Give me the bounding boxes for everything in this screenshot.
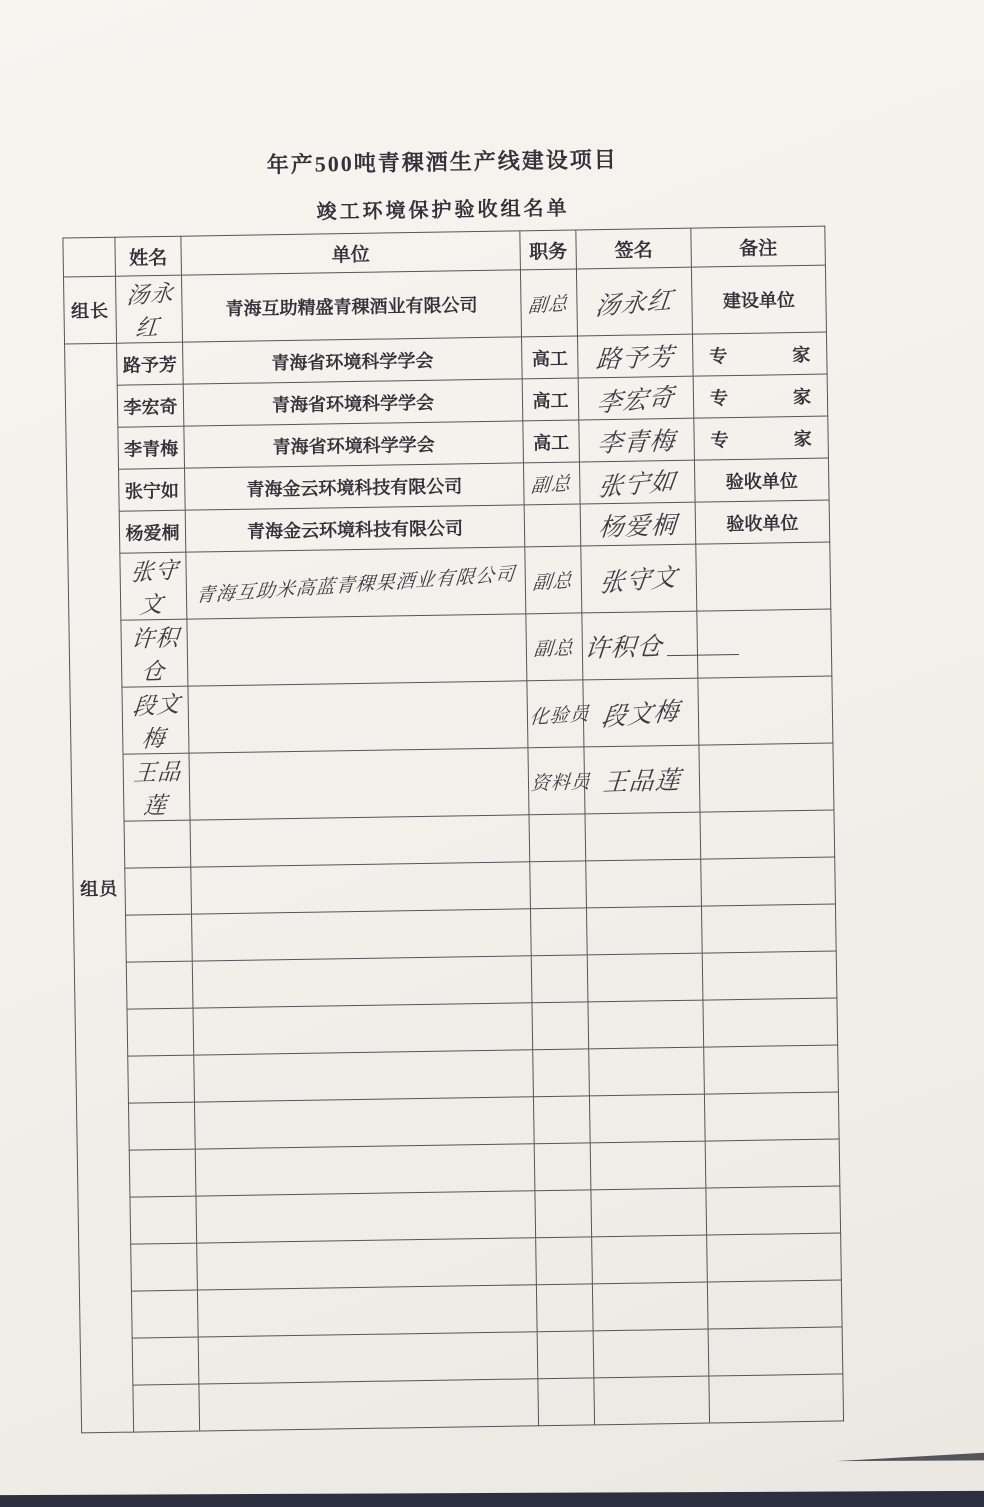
empty-name-cell [131,1290,198,1338]
empty-position-cell [533,1049,590,1097]
empty-unit-cell [196,1191,536,1243]
remarks-cell: 专家 [693,374,828,418]
signature-cell-handwriting: 李宏奇 [595,381,677,418]
empty-unit-cell [199,1379,539,1431]
table-row [69,609,832,688]
empty-position-cell [530,861,587,909]
page-title: 年产500吨青稞酒生产线建设项目 [266,146,618,178]
position-cell: 高工 [521,336,578,379]
unit-cell: 青海省环境科学学会 [183,379,523,426]
position-cell: 高工 [522,378,579,421]
position-cell-handwriting: 副总 [530,472,573,498]
signature-cell [579,460,695,504]
position-cell [523,462,580,505]
signature-cell [578,376,694,420]
empty-name-cell [124,820,191,868]
unit-cell: 青海省环境科学学会 [183,337,523,384]
empty-unit-cell [194,1050,534,1102]
header-position: 职务 [520,230,577,270]
empty-unit-cell [198,1332,538,1384]
empty-remarks-cell [709,1374,844,1423]
header-name: 姓名 [115,236,182,276]
name-cell-handwriting: 许积仓 [130,625,181,686]
unit-cell: 青海金云环境科技有限公司 [185,463,525,510]
signature-cell-handwriting: 路予芳 [595,341,676,374]
remarks-cell [696,542,831,611]
empty-remarks-cell [705,1139,840,1188]
empty-position-cell [537,1331,594,1379]
empty-signature-cell [587,953,703,1002]
empty-name-cell [132,1337,199,1385]
empty-remarks-cell [702,951,837,1000]
empty-signature-cell [589,1047,705,1096]
position-cell [526,613,583,681]
remarks-cell [698,676,833,745]
empty-unit-cell [192,909,532,961]
name-cell [120,552,187,620]
signature-cell-handwriting: 张宁如 [596,465,678,502]
unit-cell [188,681,528,753]
table-row [71,743,834,822]
name-cell: 路予芳 [117,342,184,385]
empty-name-cell [126,961,193,1009]
remarks-cell: 验收单位 [695,500,830,544]
position-cell [528,747,592,815]
empty-position-cell [536,1237,593,1285]
signature-cell [583,678,699,747]
empty-unit-cell [193,1003,533,1055]
empty-unit-cell [197,1285,537,1337]
header-signature: 签名 [576,228,692,269]
empty-unit-cell [192,956,532,1008]
signature-cell [577,334,693,378]
signature-cell [584,745,700,814]
name-cell: 李青梅 [118,426,185,469]
signature-cell [580,502,696,546]
empty-signature-cell [591,1188,707,1237]
name-cell-handwriting: 王品莲 [132,759,183,820]
name-cell [115,275,182,343]
name-cell-handwriting: 张守文 [129,557,180,620]
signature-cell-handwriting: 张守文 [597,562,680,599]
empty-unit-cell [195,1144,535,1196]
remarks-cell [699,743,834,812]
empty-position-cell [529,814,586,862]
name-cell [122,686,189,754]
table-row [63,265,826,344]
empty-signature-cell [594,1376,710,1425]
empty-signature-cell [586,859,702,908]
position-cell [520,269,577,337]
empty-unit-cell [190,815,530,867]
empty-signature-cell [585,812,701,861]
empty-remarks-cell [707,1280,842,1329]
position-cell-handwriting: 化验员 [528,702,591,729]
position-cell-handwriting: 副总 [533,636,576,661]
empty-signature-cell [590,1141,706,1190]
signature-cell [581,544,697,613]
empty-name-cell [131,1243,198,1291]
empty-position-cell [535,1190,592,1238]
signature-cell [579,418,695,462]
header-group [63,237,116,277]
empty-signature-cell [593,1329,709,1378]
empty-remarks-cell [704,1045,839,1094]
empty-remarks-cell [701,857,836,906]
position-cell: 高工 [523,420,580,463]
roster-table-body [63,265,843,1433]
empty-name-cell [126,914,193,962]
name-cell [123,753,190,821]
empty-remarks-cell [704,1092,839,1141]
page-subtitle: 竣工环境保护验收组名单 [316,197,570,224]
signature-cell [582,611,698,680]
remarks-cell [697,609,832,678]
empty-remarks-cell [700,810,835,859]
empty-position-cell [536,1284,593,1332]
empty-name-cell [130,1196,197,1244]
remarks-cell: 建设单位 [691,265,826,334]
position-cell [524,504,581,547]
empty-position-cell [534,1143,591,1191]
signature-pen-stroke [667,644,739,656]
empty-position-cell [533,1096,590,1144]
empty-name-cell [125,867,192,915]
empty-unit-cell [191,862,531,914]
name-cell-handwriting: 段文梅 [131,691,182,754]
empty-signature-cell [592,1235,708,1284]
position-cell [525,546,582,614]
signature-cell-handwriting: 杨爱桐 [597,509,678,542]
unit-cell: 青海金云环境科技有限公司 [185,505,525,552]
empty-signature-cell [592,1282,708,1331]
empty-signature-cell [586,906,702,955]
position-cell-handwriting: 副总 [527,291,570,317]
signature-cell [576,267,692,336]
signature-cell-handwriting: 王品莲 [601,765,682,797]
empty-position-cell [538,1378,595,1426]
empty-name-cell [133,1384,200,1432]
empty-position-cell [531,955,588,1003]
position-cell [527,680,591,748]
unit-cell [189,748,529,820]
empty-signature-cell [589,1094,705,1143]
name-cell: 张宁如 [119,468,186,511]
unit-cell-handwriting: 青海互助米高蓝青稞果酒业有限公司 [195,562,517,607]
signature-cell-handwriting: 段文梅 [600,696,682,733]
empty-signature-cell [588,1000,704,1049]
unit-cell [187,614,527,686]
signature-cell-handwriting: 汤永红 [593,285,675,322]
empty-position-cell [532,1002,589,1050]
empty-unit-cell [194,1097,534,1149]
empty-position-cell [530,908,587,956]
remarks-cell: 验收单位 [694,458,829,502]
unit-cell: 青海省环境科学学会 [184,421,524,468]
empty-name-cell [129,1149,196,1197]
name-cell [121,619,188,687]
remarks-cell: 专家 [692,332,827,376]
header-remarks: 备注 [691,226,826,267]
empty-remarks-cell [707,1233,842,1282]
empty-unit-cell [197,1238,537,1290]
name-cell: 杨爱桐 [119,510,186,553]
name-cell-handwriting: 汤永红 [125,280,176,343]
empty-remarks-cell [703,998,838,1047]
empty-remarks-cell [708,1327,843,1376]
group-label-members: 组员 [65,343,134,1433]
empty-name-cell [127,1008,194,1056]
header-unit: 单位 [181,231,521,275]
unit-cell: 青海互助精盛青稞酒业有限公司 [181,270,521,342]
empty-remarks-cell [701,904,836,953]
name-cell: 李宏奇 [117,384,184,427]
table-row [68,542,831,621]
position-cell-handwriting: 副总 [532,568,575,594]
group-label-leader: 组长 [63,276,116,344]
signature-cell-handwriting: 许积仓 [583,631,664,664]
empty-remarks-cell [706,1186,841,1235]
signature-cell-handwriting: 李青梅 [596,425,677,458]
roster-table [62,226,844,1434]
table-row [70,676,833,755]
empty-name-cell [128,1055,195,1103]
unit-cell [186,547,526,619]
empty-name-cell [128,1102,195,1150]
position-cell-handwriting: 资料员 [530,770,592,795]
remarks-cell: 专家 [694,416,829,460]
